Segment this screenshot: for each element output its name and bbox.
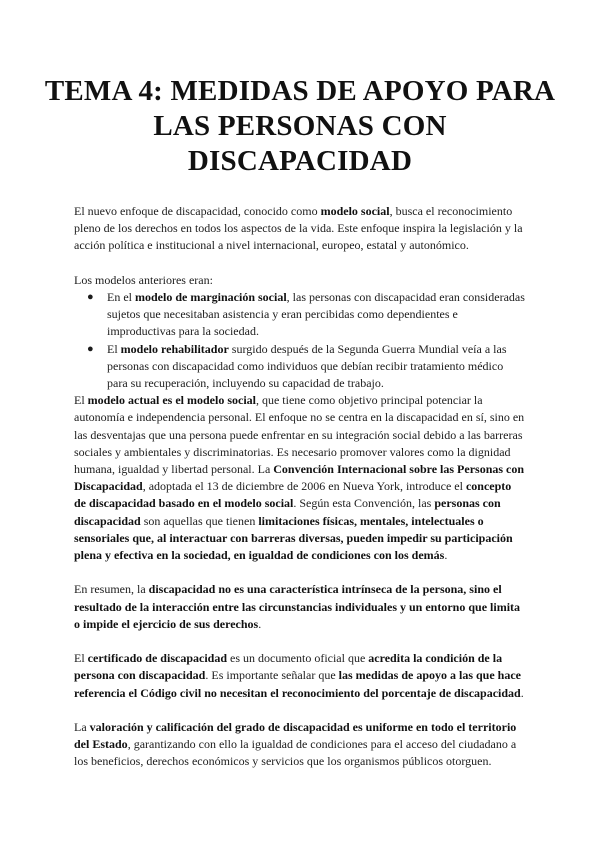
text-run: son aquellas que tienen [140,513,259,528]
bold-text-run: valoración y calificación del grado de discapacidad es uniforme en todo el territorio del Estado [74,720,517,752]
list-item [87,289,526,341]
paragraph-valuation [74,719,526,771]
text-run: es un documento oficial que [227,651,369,666]
list-item-text [107,342,507,390]
bold-text-run: Convención Internacional sobre las Personas con Discapacidad [74,462,525,494]
paragraph-intro [74,203,526,255]
bold-text-run: modelo rehabilitador [120,341,229,356]
bold-text-run: certificado de discapacidad [87,651,227,666]
list-item [87,341,526,393]
bold-text-run: limitaciones físicas, mentales, intelectuales o sensoriales que, al interactuar con barreras diversas, pueden impedir su participación plena y efectiva en la sociedad, en igualdad de condiciones con los demás [74,513,513,563]
text-run: , adoptada el 13 de diciembre de 2006 en Nueva York, introduce el [142,479,466,494]
bullet-icon: ● [87,291,94,303]
bold-text-run: discapacidad no es una característica intrínseca de la persona, sino el resultado de la interacción entre las circunstancias individuales y un entorno que limita o impide el ejercicio de sus derechos [74,582,521,631]
paragraph-social-model [74,392,526,564]
bold-text-run: personas con discapacidad [74,496,501,528]
models-intro: Los modelos anteriores eran: [74,272,213,287]
bold-text-run: modelo de marginación social [135,290,287,304]
document-title: TEMA 4: MEDIDAS DE APOYO PARA LAS PERSONAS CON DISCAPACIDAD [44,75,556,177]
text-run: . [520,685,524,700]
bold-text-run: modelo actual es el modelo social [87,393,256,408]
text-run: El nuevo enfoque de discapacidad, conocido como [74,204,321,218]
paragraph-gap [74,564,526,581]
bold-text-run: acredita la condición de la persona con discapacidad [74,651,503,683]
text-run: En el [107,290,135,304]
text-run: . Es importante señalar que [205,668,339,683]
text-run: . Según esta Convención, las [293,496,435,511]
bold-text-run: concepto de discapacidad basado en el modelo social [74,479,512,511]
list-item-text [107,290,525,338]
text-run: El [74,651,88,666]
text-run: , las personas con discapacidad eran consideradas sujetos que necesitaban asistencia y eran percibidas como dependientes e improductivas para la sociedad. [107,290,525,339]
text-run: surgido después de la Segunda Guerra Mundial veía a las personas con discapacidad como individuos que debían recibir tratamiento médico para su recuperación, incluyendo su capacidad de trabajo. [107,341,507,391]
bold-text-run: las medidas de apoyo a las que hace referencia el Código civil no necesitan el reconocimiento del porcentaje de discapacidad [74,668,522,700]
bold-text-run: modelo social [320,204,390,218]
text-run: En resumen, la [74,582,149,597]
text-run: El [74,393,88,408]
text-run: El [107,341,121,356]
paragraph-certificate [74,650,526,702]
paragraph-gap [74,702,526,719]
paragraph-gap [74,633,526,650]
text-run: . [444,548,448,563]
text-run: . [258,616,262,631]
paragraph-gap [74,255,526,272]
text-run: , busca el reconocimiento pleno de los derechos en todos los aspectos de la vida. Este enfoque inspira la legislación y la acción política e institucional a nivel internacional, europeo, estatal y autonómico. [74,204,523,253]
bullet-icon: ● [87,342,94,355]
text-run: La [74,720,90,735]
document-body [74,203,526,771]
paragraph-summary [74,581,526,633]
models-list [74,289,526,392]
text-run: , garantizando con ello la igualdad de condiciones para el acceso del ciudadano a los beneficios, derechos económicos y servicios que los organismos públicos otorguen. [74,737,517,769]
text-run: , que tiene como objetivo principal potenciar la autonomía e independencia personal. El enfoque no se centra en la discapacidad en sí, sino en las desventajas que una persona puede enfrentar en su integración social debido a las barreras sociales y ambientales y discriminatorias. Es necesario promover valores como la dignidad humana, igualdad y libertad personal. La [74,393,525,477]
